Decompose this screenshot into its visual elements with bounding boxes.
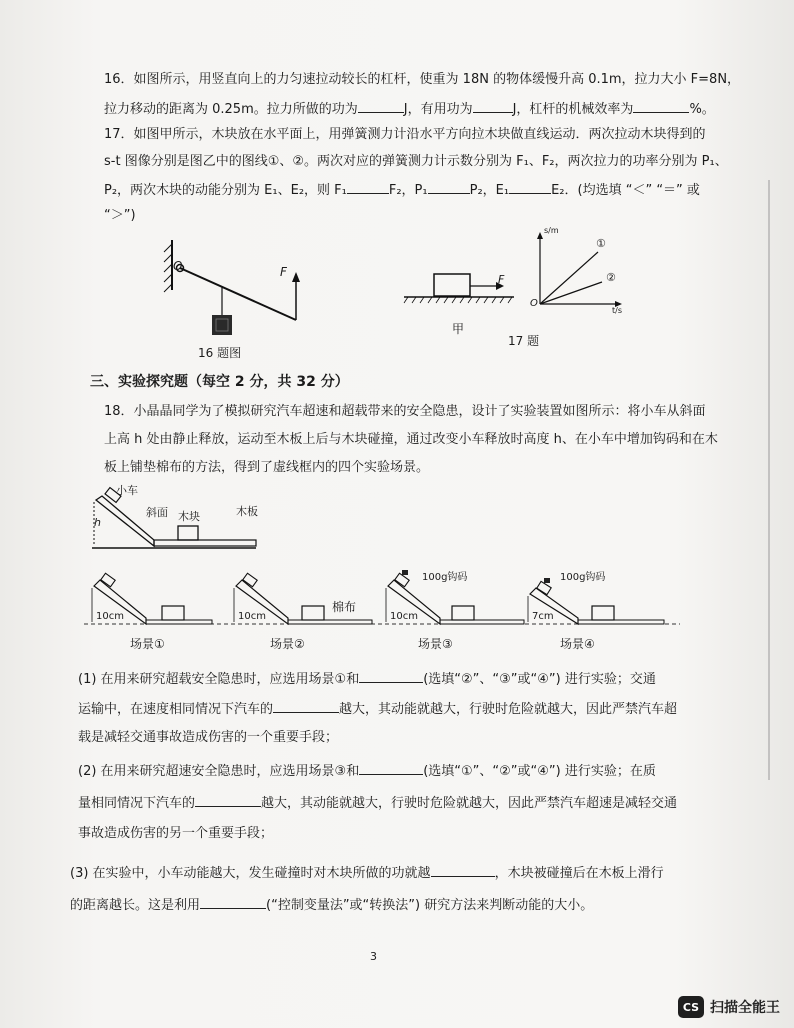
q18-p1-text-d: 越大，其动能就越大，行驶时危险就越大，因此严禁汽车超	[339, 702, 678, 717]
scene-2-label: 场景②	[270, 637, 305, 651]
scene-4-height: 7cm	[532, 611, 554, 622]
q18-p1-text-c: 运输中，在速度相同情况下汽车的	[78, 702, 274, 717]
q18-line3: 板上铺垫棉布的方法，得到了虚线框内的四个实验场景。	[104, 460, 430, 475]
q16-text-c: J，杠杆的机械效率为	[512, 102, 634, 117]
fig17-line1-label: ①	[596, 237, 606, 250]
setup-block-label: 木块	[178, 510, 200, 523]
q17-text-a: P₂，两次木块的动能分别为 E₁、E₂，则 F₁	[104, 183, 347, 198]
q18-line1: 18．小晶晶同学为了模拟研究汽车超速和超载带来的安全隐患，设计了实验装置如图所示：将小车从斜面	[104, 404, 706, 419]
scene-2-height: 10cm	[238, 611, 266, 622]
setup-slope-label: 斜面	[146, 506, 168, 519]
fig17-line-2	[540, 282, 602, 304]
fig16-caption: 16 题图	[198, 346, 242, 360]
q16-blank-efficiency[interactable]	[633, 98, 689, 113]
q18-p1-blank-scene[interactable]	[359, 668, 423, 683]
q18-p2-text-a: (2) 在用来研究超速安全隐患时，应选用场景③和	[78, 764, 360, 779]
fig17-line-1	[540, 252, 598, 304]
setup-car-label: 小车	[116, 484, 138, 497]
q18-p1-line3: 载是减轻交通事故造成伤害的一个重要手段；	[78, 730, 339, 745]
q18-p3-text-c: 的距离越长。这是利用	[70, 898, 201, 913]
q18-p2-blank-scene[interactable]	[359, 760, 423, 775]
setup-board-label: 木板	[236, 505, 258, 518]
fig17-y-axis-label: s/m	[544, 226, 559, 235]
scene-3-height: 10cm	[390, 611, 418, 622]
q17-blank-force[interactable]	[347, 179, 389, 194]
scene-3-weight-label: 100g钩码	[422, 572, 468, 583]
q18-p3-blank-work[interactable]	[431, 862, 495, 877]
q18-p2-line2	[78, 792, 677, 814]
q17-text-b: F₂，P₁	[388, 183, 428, 198]
q18-setup-diagram	[88, 488, 268, 560]
q18-p1-text-a: (1) 在用来研究超载安全隐患时，应选用场景①和	[78, 672, 360, 687]
q17-text-d: E₂．(均选填 “＜” “＝” 或	[551, 183, 700, 198]
q18-p1-blank-mass[interactable]	[273, 698, 339, 713]
setup-height-label: h	[94, 516, 101, 529]
q16-text-b: J，有用功为	[403, 102, 473, 117]
q18-p3-text-b: ，木块被碰撞后在木板上滑行	[494, 866, 664, 881]
scene-1-label: 场景①	[130, 637, 165, 651]
scene-4-weight-label: 100g钩码	[560, 572, 606, 583]
scan-edge-shadow	[768, 180, 770, 780]
q16-blank-work[interactable]	[358, 98, 404, 113]
q17-line3	[104, 179, 700, 201]
fig17-sub-caption: 甲	[452, 322, 465, 336]
q17-text-c: P₂，E₁	[469, 183, 510, 198]
q18-p3-line2	[70, 894, 593, 916]
q18-p2-blank-speed[interactable]	[195, 792, 261, 807]
fig17-force-label: F	[498, 273, 505, 286]
q17-line4: “＞”)	[104, 208, 136, 223]
section3-title: 三、实验探究题（每空 2 分，共 32 分）	[90, 374, 349, 390]
camscanner-app-name: 扫描全能王	[710, 1000, 780, 1016]
q18-p1-line2	[78, 698, 677, 720]
q18-p3-line1	[70, 862, 664, 884]
q18-p2-text-c: 量相同情况下汽车的	[78, 796, 196, 811]
q17-blank-power[interactable]	[428, 179, 470, 194]
fig17-x-axis-label: t/s	[612, 306, 622, 315]
q18-p1-text-b: (选填“②”、“③”或“④”) 进行实验；交通	[423, 672, 656, 687]
q18-p2-line1	[78, 760, 656, 782]
fig16-lever-diagram	[160, 240, 320, 360]
q17-line2: s-t 图像分别是图乙中的图线①、②。两次对应的弹簧测力计示数分别为 F₁、F₂，两次拉力的功率分别为 P₁、	[104, 154, 728, 169]
q18-p2-text-d: 越大，其动能就越大，行驶时危险就越大，因此严禁汽车超速是减轻交通	[261, 796, 678, 811]
scene-2-cloth-label: 棉布	[332, 600, 357, 614]
fig17-line2-label: ②	[606, 271, 616, 284]
fig17-caption: 17 题	[508, 334, 540, 348]
scene-1-height: 10cm	[96, 611, 124, 622]
scene-3-label: 场景③	[418, 637, 453, 651]
q18-line2: 上高 h 处由静止释放，运动至木板上后与木块碰撞，通过改变小车释放时高度 h、在小车中增加钩码和在木	[104, 432, 718, 447]
fig16-force-label: F	[280, 265, 287, 279]
q17-blank-energy[interactable]	[509, 179, 551, 194]
q18-p3-text-a: (3) 在实验中，小车动能越大，发生碰撞时对木块所做的功就越	[70, 866, 431, 881]
camscanner-watermark	[678, 996, 780, 1018]
q16-line1: 16．如图所示，用竖直向上的力匀速拉动较长的杠杆，使重为 18N 的物体缓慢升高 0.1m，拉力大小 F=8N，	[104, 72, 741, 87]
q16-text-d: %。	[689, 102, 715, 117]
q18-p1-line1	[78, 668, 656, 690]
q18-p2-text-b: (选填“①”、“②”或“④”) 进行实验；在质	[423, 764, 656, 779]
q16-text-a: 拉力移动的距离为 0.25m。拉力所做的功为	[104, 102, 358, 117]
q17-line1: 17．如图甲所示，木块放在水平面上，用弹簧测力计沿水平方向拉木块做直线运动．两次拉动木块得到的	[104, 127, 706, 142]
q16-blank-useful[interactable]	[473, 98, 513, 113]
q18-p2-line3: 事故造成伤害的另一个重要手段；	[78, 826, 274, 841]
camscanner-logo-icon: CS	[678, 996, 704, 1018]
fig16-point-o: O	[173, 259, 183, 273]
page-number: 3	[370, 950, 377, 963]
q16-line2	[104, 98, 715, 120]
fig17-origin: O	[530, 298, 538, 309]
q18-p3-text-d: (“控制变量法”或“转换法”) 研究方法来判断动能的大小。	[266, 898, 594, 913]
q18-p3-blank-method[interactable]	[200, 894, 266, 909]
scene-4-label: 场景④	[560, 637, 595, 651]
